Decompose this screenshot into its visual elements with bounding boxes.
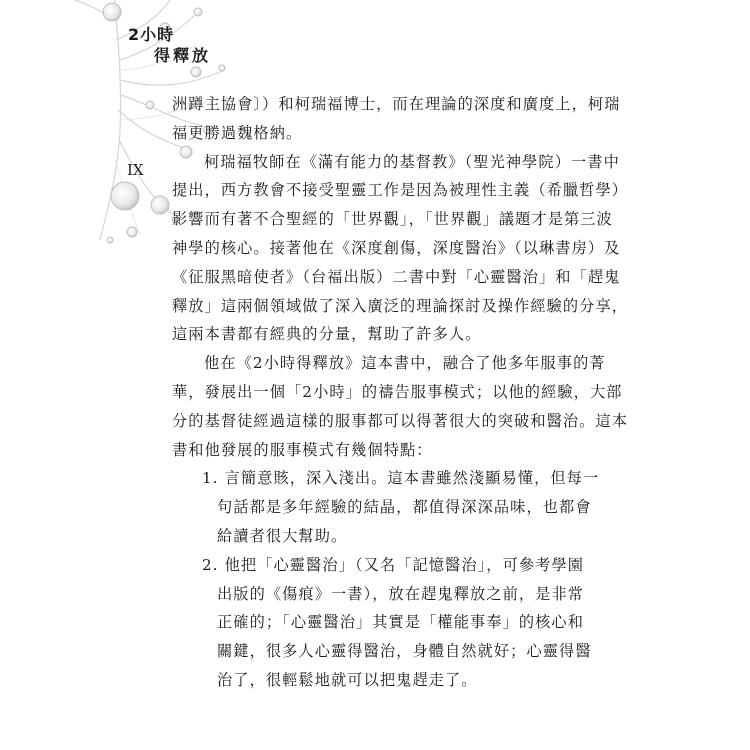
- text-line: 書和他發展的服事模式有幾個特點：: [172, 440, 433, 459]
- header-book-title: 得釋放: [154, 46, 212, 65]
- text-line: 關鍵，很多人心靈得醫治，身體自然就好；心靈得醫: [217, 642, 592, 661]
- text-line: 給讀者很大幫助。: [217, 526, 348, 545]
- text-line: 《征服黑暗使者》（台福出版）二書中對「心靈醫治」和「趕鬼: [172, 267, 621, 286]
- text-line: 柯瑞福牧師在《滿有能力的基督教》（聖光神學院）一書中: [204, 152, 620, 171]
- text-line: 2. 他把「心靈醫治」（又名「記憶醫治」，可參考學園: [202, 555, 585, 574]
- list-item: [172, 464, 600, 550]
- text-line: 他在《2小時得釋放》這本書中，融合了他多年服事的菁: [204, 354, 606, 373]
- text-line: 這兩本書都有經典的分量，幫助了許多人。: [172, 325, 482, 344]
- text-line: 釋放」這兩個領域做了深入廣泛的理論探討及操作經驗的分享，: [172, 296, 629, 315]
- text-line: 福更勝過魏格納。: [172, 123, 303, 142]
- text-line: 分的基督徒經過這樣的服事都可以得著很大的突破和醫治。這本: [172, 411, 629, 430]
- text-line: 句話都是多年經驗的結晶，都值得深深品味，也都會: [217, 498, 592, 517]
- list-item: [172, 551, 592, 695]
- paragraph-continued: [172, 90, 621, 148]
- page-number: IX: [127, 161, 144, 179]
- text-line: 影響而有著不合聖經的「世界觀」，「世界觀」議題才是第三波: [172, 210, 613, 229]
- running-header: [128, 22, 211, 66]
- text-line: 出版的《傷痕》一書），放在趕鬼釋放之前，是非常: [217, 584, 585, 603]
- body-text: [172, 90, 629, 695]
- text-line: 1. 言簡意賅，深入淺出。這本書雖然淺顯易懂，但每一: [202, 469, 600, 488]
- text-line: 神學的核心。接著他在《深度創傷，深度醫治》（以琳書房）及: [172, 238, 621, 257]
- paragraph: [172, 349, 629, 464]
- text-line: 華，發展出一個「2小時」的禱告服事模式；以他的經驗，大部: [172, 382, 623, 401]
- text-line: 治了，很輕鬆地就可以把鬼趕走了。: [217, 670, 478, 689]
- text-line: 洲蹲主協會〕）和柯瑞福博士，而在理論的深度和廣度上，柯瑞: [172, 95, 621, 113]
- paragraph: [172, 148, 629, 350]
- text-line: 提出，西方教會不接受聖靈工作是因為被理性主義（希臘哲學）: [172, 181, 629, 200]
- text-line: 正確的；「心靈醫治」其實是「權能事奉」的核心和: [217, 613, 585, 632]
- header-book-number: 2小時: [128, 25, 175, 44]
